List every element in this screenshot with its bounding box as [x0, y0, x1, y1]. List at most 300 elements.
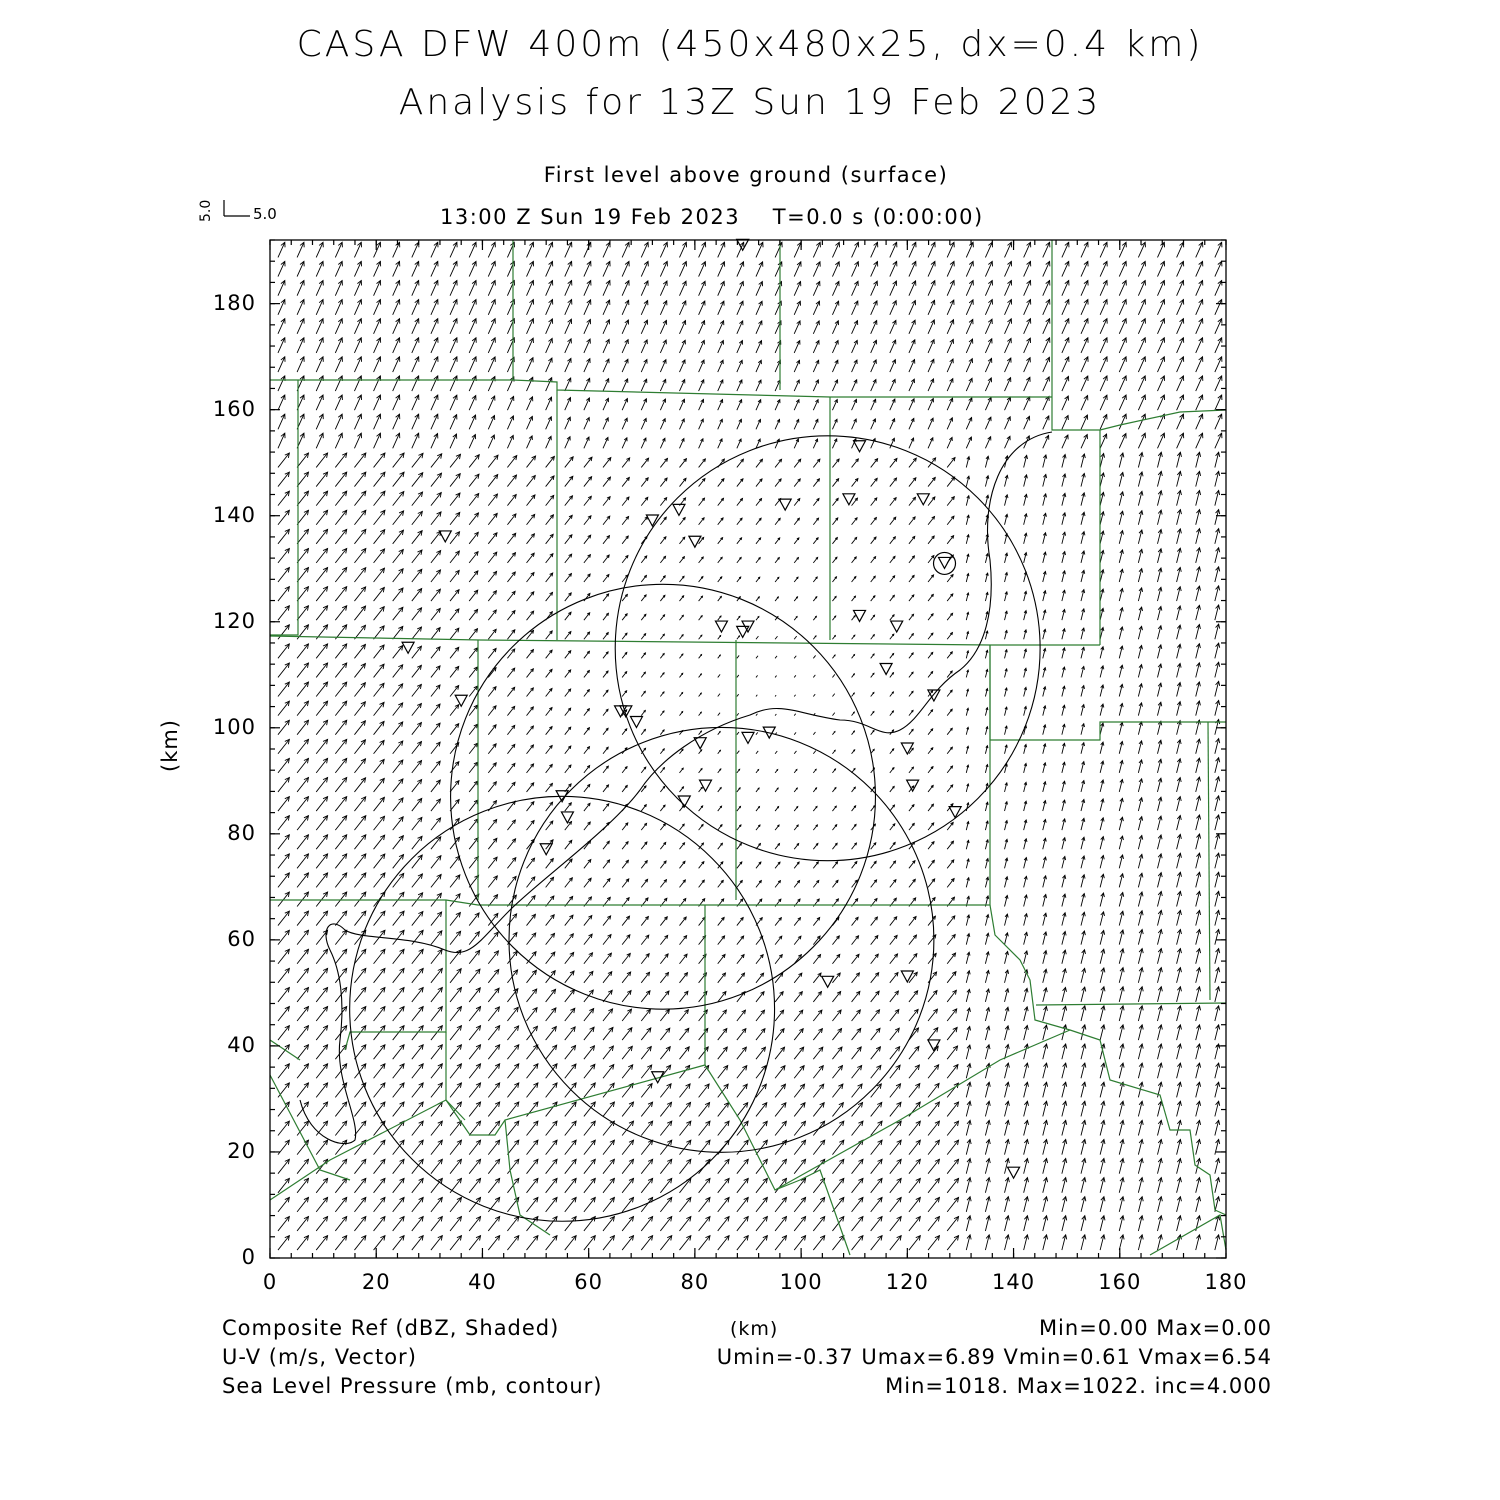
wind-vector	[852, 616, 856, 621]
wind-vector	[527, 745, 534, 754]
wind-vector	[603, 280, 610, 295]
wind-vector	[794, 1010, 803, 1021]
wind-vector	[1177, 567, 1182, 582]
wind-vector	[775, 1066, 785, 1079]
wind-vector	[584, 574, 590, 582]
wind-vector	[813, 1047, 823, 1059]
wind-vector	[1005, 358, 1012, 372]
wind-vector	[909, 653, 913, 658]
wind-vector	[431, 1140, 442, 1154]
radar-site-marker	[700, 780, 712, 791]
wind-vector	[794, 992, 802, 1002]
wind-vector	[1100, 949, 1105, 964]
wind-vector	[1005, 707, 1008, 716]
wind-vector	[488, 782, 496, 792]
wind-vector	[1062, 1006, 1067, 1021]
wind-vector	[660, 1084, 671, 1098]
wind-vector	[832, 1121, 843, 1135]
wind-vector	[1100, 415, 1107, 430]
wind-vector	[565, 670, 571, 678]
wind-vector	[316, 338, 323, 353]
wind-vector	[947, 594, 953, 601]
wind-vector	[507, 435, 513, 448]
wind-vector	[641, 1140, 652, 1154]
wind-vector	[527, 1197, 538, 1211]
wind-vector	[1138, 703, 1142, 716]
wind-vector	[527, 821, 535, 831]
wind-vector	[660, 379, 665, 391]
wind-vector	[1081, 894, 1085, 907]
wind-vector	[565, 952, 574, 963]
wind-vector	[278, 529, 289, 543]
wind-vector	[603, 1046, 613, 1059]
wind-vector	[832, 1217, 843, 1231]
wind-vector	[1062, 474, 1066, 487]
wind-vector	[775, 751, 777, 754]
wind-vector	[909, 1084, 920, 1098]
wind-vector	[1024, 338, 1031, 353]
wind-vector	[488, 376, 495, 391]
wind-vector	[966, 1101, 971, 1116]
wind-vector	[775, 992, 783, 1002]
wind-vector	[450, 1159, 461, 1173]
wind-vector	[622, 1178, 633, 1192]
wind-vector	[1138, 607, 1142, 620]
legend-reflectivity-range: Min=0.00 Max=0.00	[1038, 1316, 1272, 1340]
wind-vector	[660, 1047, 670, 1060]
wind-vector	[1062, 357, 1069, 372]
wind-vector	[1043, 300, 1050, 315]
wind-vector	[813, 498, 819, 505]
wind-vector	[412, 1045, 423, 1059]
wind-vector	[1100, 1006, 1105, 1021]
wind-vector	[584, 437, 589, 448]
wind-vector	[813, 1140, 824, 1154]
wind-vector	[699, 1084, 710, 1097]
wind-vector	[679, 843, 684, 849]
wind-vector	[1043, 1235, 1048, 1250]
wind-vector	[603, 497, 610, 506]
wind-vector	[431, 1083, 442, 1097]
wind-vector	[890, 954, 898, 964]
wind-vector	[450, 1217, 461, 1231]
wind-vector	[374, 740, 385, 753]
wind-vector	[335, 1236, 346, 1250]
wind-vector	[699, 577, 703, 582]
radar-site-marker	[880, 663, 892, 674]
wind-vector	[469, 1083, 480, 1097]
wind-vector	[794, 321, 800, 334]
wind-vector	[374, 854, 385, 868]
wind-vector	[852, 712, 855, 716]
wind-vector	[393, 1007, 404, 1021]
wind-vector	[813, 1066, 823, 1079]
wind-vector	[316, 1178, 327, 1192]
wind-vector	[1196, 739, 1201, 754]
wind-vector	[890, 537, 896, 544]
wind-vector	[852, 635, 855, 639]
wind-vector	[278, 510, 289, 524]
wind-vector	[335, 873, 346, 887]
wind-vector	[909, 536, 915, 543]
wind-vector	[527, 1045, 538, 1059]
wind-vector	[1157, 929, 1162, 944]
wind-vector	[909, 767, 914, 773]
wind-vector	[1196, 663, 1201, 678]
wind-vector	[1215, 929, 1220, 944]
wind-vector	[660, 301, 667, 315]
wind-vector	[699, 262, 706, 277]
wind-vector	[393, 1159, 404, 1173]
wind-vector	[278, 453, 289, 467]
wind-vector	[985, 554, 988, 563]
wind-vector	[507, 494, 516, 505]
wind-vector	[278, 280, 285, 295]
wind-vector	[1138, 1159, 1143, 1174]
wind-vector	[699, 459, 706, 468]
wind-vector	[909, 242, 916, 257]
wind-vector	[1062, 454, 1066, 467]
wind-vector	[679, 360, 685, 372]
wind-vector	[565, 398, 571, 411]
wind-vector	[374, 759, 385, 772]
wind-vector	[1024, 358, 1031, 372]
wind-vector	[794, 973, 802, 983]
chart-title-line1: CASA DFW 400m (450x480x25, dx=0.4 km)	[296, 24, 1204, 65]
wind-vector	[737, 655, 739, 658]
wind-vector	[832, 843, 837, 849]
wind-vector	[1024, 687, 1027, 696]
wind-vector	[412, 261, 419, 276]
wind-vector	[832, 694, 834, 697]
wind-vector	[928, 1236, 939, 1250]
wind-vector	[832, 400, 837, 411]
wind-vector	[316, 701, 327, 715]
wind-vector	[335, 1197, 346, 1211]
wind-vector	[469, 435, 475, 449]
wind-vector	[641, 1028, 651, 1040]
wind-vector	[1005, 688, 1008, 697]
wind-vector	[679, 1102, 690, 1116]
wind-vector	[871, 1217, 882, 1231]
wind-vector	[775, 656, 777, 658]
wind-vector	[316, 1236, 327, 1250]
wind-vector	[737, 1047, 747, 1059]
wind-vector	[431, 300, 438, 315]
wind-vector	[335, 797, 346, 811]
wind-vector	[316, 433, 323, 448]
wind-vector	[278, 357, 285, 372]
wind-vector	[488, 1140, 499, 1154]
wind-vector	[1157, 242, 1164, 257]
wind-vector	[909, 861, 915, 869]
wind-vector	[852, 1236, 863, 1250]
wind-vector	[565, 1197, 576, 1211]
wind-vector	[507, 1140, 518, 1154]
wind-vector	[488, 280, 495, 295]
wind-vector	[832, 1066, 842, 1079]
wind-vector	[488, 513, 497, 524]
radar-site-marker	[742, 732, 754, 743]
wind-vector	[527, 933, 536, 945]
wind-vector	[890, 861, 896, 868]
wind-vector	[1100, 742, 1104, 754]
wind-vector	[469, 629, 477, 640]
wind-vector	[1043, 1082, 1048, 1097]
wind-vector	[1138, 261, 1145, 276]
wind-vector	[756, 262, 763, 277]
wind-vector	[1043, 1007, 1048, 1021]
wind-vector	[1215, 414, 1222, 429]
wind-vector	[871, 1159, 882, 1173]
wind-vector	[316, 968, 327, 982]
wind-vector	[852, 674, 855, 678]
wind-vector	[966, 515, 969, 525]
wind-vector	[718, 479, 724, 487]
wind-vector	[1138, 511, 1142, 525]
wind-vector	[374, 1045, 385, 1059]
wind-vector	[928, 767, 933, 773]
wind-vector	[813, 518, 818, 525]
wind-vector	[1081, 473, 1085, 486]
wind-vector	[775, 676, 776, 678]
wind-vector	[603, 934, 611, 944]
wind-vector	[985, 1139, 990, 1154]
wind-vector	[641, 517, 647, 525]
wind-vector	[641, 399, 646, 410]
wind-vector	[832, 655, 835, 658]
wind-vector	[488, 1178, 499, 1192]
wind-vector	[393, 511, 404, 525]
wind-vector	[278, 261, 285, 276]
wind-vector	[1024, 932, 1028, 944]
wind-vector	[871, 1236, 882, 1250]
wind-vector	[565, 727, 571, 735]
wind-vector	[603, 766, 608, 773]
wind-vector	[431, 856, 441, 869]
wind-vector	[985, 859, 988, 869]
wind-vector	[393, 930, 404, 944]
wind-vector	[1196, 529, 1201, 544]
wind-vector	[1196, 376, 1203, 391]
wind-vector	[1081, 781, 1085, 792]
wind-vector	[431, 1026, 442, 1040]
wind-vector	[832, 732, 835, 735]
wind-vector	[1100, 589, 1104, 601]
wind-vector	[1043, 591, 1046, 601]
wind-vector	[1005, 1235, 1010, 1250]
wind-vector	[1138, 684, 1142, 697]
wind-vector	[813, 419, 818, 429]
wind-vector	[1215, 510, 1220, 525]
wind-vector	[584, 971, 593, 982]
wind-vector	[450, 1026, 461, 1040]
wind-vector	[412, 589, 422, 602]
wind-vector	[775, 714, 776, 716]
wind-vector	[985, 708, 988, 716]
wind-vector	[354, 319, 361, 334]
wind-vector	[966, 1026, 970, 1040]
wind-vector	[928, 748, 933, 754]
wind-vector	[832, 1159, 843, 1173]
wind-vector	[622, 477, 629, 486]
wind-vector	[1043, 988, 1047, 1002]
wind-vector	[775, 770, 778, 773]
wind-vector	[832, 1047, 842, 1059]
wind-vector	[1177, 587, 1182, 601]
wind-vector	[488, 706, 496, 716]
radar-site-marker	[402, 642, 414, 653]
wind-vector	[928, 1159, 939, 1173]
wind-vector	[775, 262, 782, 277]
wind-vector	[469, 1045, 480, 1059]
wind-vector	[507, 533, 515, 544]
wind-vector	[278, 797, 289, 811]
wind-vector	[1024, 895, 1028, 906]
wind-vector	[412, 798, 422, 811]
wind-vector	[507, 611, 515, 621]
wind-vector	[966, 554, 969, 563]
wind-vector	[1177, 529, 1182, 544]
wind-vector	[1081, 875, 1085, 888]
wind-vector	[718, 321, 724, 334]
wind-vector	[737, 788, 740, 792]
wind-vector	[756, 242, 763, 257]
wind-vector	[756, 807, 760, 812]
wind-vector	[603, 261, 610, 276]
wind-vector	[622, 935, 630, 945]
wind-vector	[1177, 471, 1182, 486]
wind-vector	[1119, 741, 1123, 753]
wind-vector	[699, 693, 702, 696]
wind-vector	[469, 1159, 480, 1173]
wind-vector	[1177, 1101, 1182, 1116]
wind-vector	[527, 877, 535, 888]
wind-vector	[832, 713, 834, 716]
wind-vector	[431, 704, 440, 716]
wind-vector	[660, 261, 667, 276]
wind-vector	[775, 862, 780, 868]
wind-vector	[1043, 744, 1046, 754]
wind-vector	[354, 606, 365, 620]
wind-vector	[546, 300, 553, 315]
wind-vector	[354, 376, 361, 391]
wind-vector	[794, 844, 798, 850]
wind-vector	[622, 556, 628, 563]
wind-vector	[316, 835, 327, 849]
wind-vector	[679, 880, 685, 887]
wind-vector	[1062, 261, 1069, 276]
wind-vector	[431, 414, 438, 429]
wind-vector	[794, 518, 799, 525]
wind-vector	[412, 1236, 423, 1250]
wind-vector	[316, 892, 327, 906]
wind-vector	[660, 1159, 671, 1173]
wind-vector	[1196, 834, 1201, 849]
wind-vector	[813, 1197, 824, 1211]
wind-vector	[316, 797, 327, 811]
wind-vector	[660, 458, 667, 467]
wind-vector	[622, 1028, 632, 1040]
wind-vector	[794, 558, 798, 563]
wind-vector	[488, 1026, 499, 1040]
wind-vector	[546, 708, 552, 716]
wind-vector	[928, 823, 934, 830]
wind-vector	[546, 1008, 556, 1021]
wind-vector	[641, 991, 650, 1002]
y-tick-label: 100	[212, 714, 256, 739]
wind-vector	[431, 242, 438, 257]
wind-vector	[1005, 280, 1012, 295]
wind-vector	[374, 1178, 385, 1192]
wind-vector	[469, 913, 479, 926]
wind-vector	[966, 535, 969, 544]
wind-vector	[565, 457, 573, 468]
wind-vector	[1024, 319, 1031, 334]
wind-vector	[737, 419, 742, 429]
wind-vector	[852, 806, 856, 811]
wind-vector	[909, 614, 914, 620]
wind-vector	[890, 458, 897, 467]
wind-vector	[813, 439, 817, 448]
wind-vector	[316, 261, 323, 276]
wind-vector	[699, 557, 704, 563]
wind-vector	[1024, 1101, 1029, 1116]
wind-vector	[1081, 376, 1088, 391]
wind-vector	[756, 636, 758, 639]
wind-vector	[1119, 703, 1123, 715]
wind-vector	[1062, 781, 1065, 792]
wind-vector	[335, 280, 342, 295]
wind-vector	[832, 281, 839, 295]
wind-vector	[546, 859, 554, 869]
wind-vector	[641, 1102, 652, 1116]
wind-vector	[1157, 683, 1161, 696]
wind-vector	[1043, 319, 1050, 334]
wind-vector	[1005, 989, 1009, 1002]
wind-vector	[622, 340, 628, 353]
wind-vector	[1081, 818, 1085, 830]
wind-vector	[1215, 433, 1222, 448]
wind-vector	[1043, 1139, 1048, 1154]
wind-vector	[871, 262, 878, 277]
wind-vector	[297, 949, 308, 963]
wind-vector	[852, 1010, 861, 1021]
wind-vector	[699, 281, 706, 295]
wind-vector	[699, 862, 704, 869]
wind-vector	[928, 953, 936, 963]
wind-vector	[469, 571, 478, 582]
ref-vector-u-label: 5.0	[253, 205, 277, 223]
x-tick-label: 40	[468, 1270, 497, 1294]
wind-vector	[546, 476, 554, 487]
wind-vector	[393, 261, 400, 276]
wind-vector	[852, 824, 856, 830]
wind-vector	[354, 740, 365, 754]
wind-vector	[852, 750, 855, 754]
wind-vector	[1100, 434, 1107, 448]
wind-vector	[679, 1028, 688, 1040]
y-tick-label: 0	[241, 1245, 256, 1269]
wind-vector	[1157, 1216, 1162, 1231]
wind-vector	[1177, 987, 1182, 1002]
wind-vector	[1157, 1139, 1162, 1154]
wind-vector	[1138, 1044, 1143, 1059]
wind-vector	[412, 780, 422, 792]
wind-vector	[660, 1197, 671, 1211]
wind-vector	[565, 689, 571, 696]
wind-vector	[1157, 1063, 1162, 1078]
